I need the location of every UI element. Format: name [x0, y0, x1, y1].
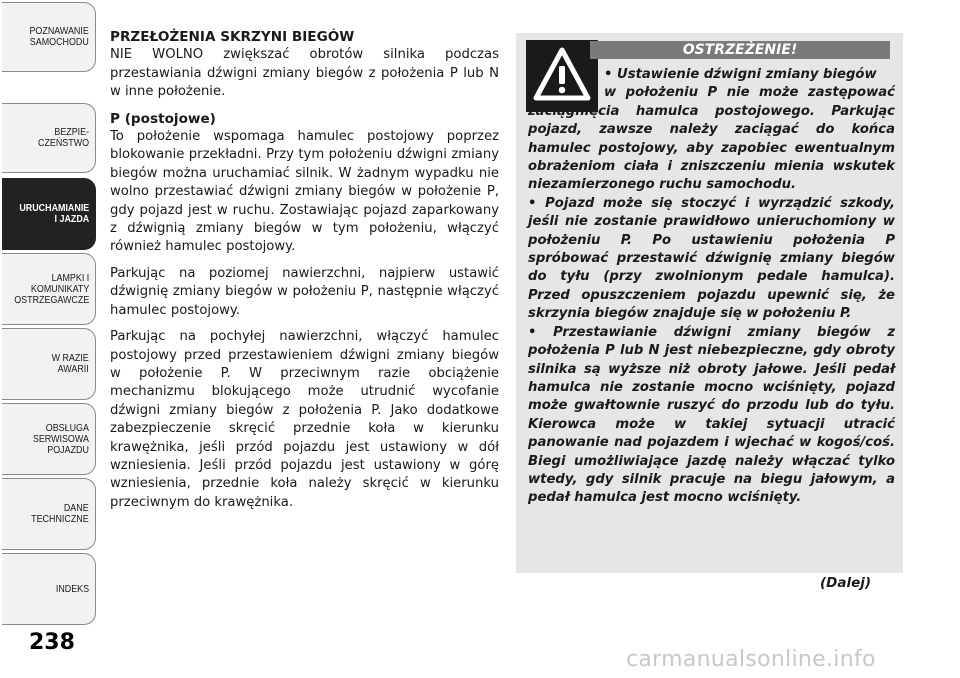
page-number: 238 — [29, 630, 75, 655]
intro-paragraph: NIE WOLNO zwiększać obrotów silnika podczas przestawiania dźwigni zmiany biegów z położenia P lub N w inne położenie. — [110, 47, 499, 100]
tab-bezpieczenstwo[interactable] — [2, 103, 96, 173]
park-paragraph: To położenie wspomaga hamulec postojowy poprzez blokowanie przekładni. Przy tym położeniu dźwigni zmiany biegów można uruchamiać silnik. W żadnym wypadku nie wolno przestawiać dźwigni zmiany biegów w położenie P, gdy pojazd jest w ruchu. Zostawiając pojazd zaparkowany z dźwignią zmiany biegów w tym położeniu, włączyć również hamulec postojowy. — [110, 129, 499, 255]
tab-lampki-komunikaty[interactable] — [2, 253, 96, 325]
tab-label: URUCHAMIANIE I JAZDA — [19, 202, 89, 225]
continued-label: (Dalej) — [820, 575, 872, 591]
watermark: carmanualsonline.info — [626, 647, 876, 672]
warning-bullet-1-text: w położeniu P nie może zastępować zaciągnięcia hamulca postojowego. Parkując pojazd, zawsze należy zaciągać do końca hamulec postojowy, aby zapobiec ewentualnym obrażeniom ciała i zniszczeniu mienia wskutek niezamierzonego ruchu samochodu. — [528, 85, 895, 193]
tab-label: LAMPKI I KOMUNIKATY OSTRZEGAWCZE — [13, 271, 89, 306]
warning-bullet-1-start: • Ustawienie dźwigni zmiany biegów — [604, 67, 877, 82]
tab-label: OBSŁUGA SERWISOWA POJAZDU — [32, 421, 89, 456]
section-heading: PRZEŁOŻENIA SKRZYNI BIEGÓW — [110, 29, 355, 45]
warning-bullet-2: • Pojazd może się stoczyć i wyrządzić szkody, jeśli nie zostanie prawidłowo unieruchomiony w położeniu P. Po ustawieniu położenia P spróbować przestawić dźwignię zmiany biegów do tyłu (przy zwolnionym pedale hamulca). Przed opuszczeniem pojazdu upewnić się, że skrzynia biegów znajduje się w położeniu P. — [528, 195, 895, 322]
tab-uruchamianie-i-jazda[interactable] — [2, 178, 96, 250]
main-text-column — [110, 28, 499, 520]
tab-poznawanie-samochodu[interactable] — [2, 2, 96, 72]
warning-bullet-1 — [528, 84, 895, 194]
side-navigation — [0, 0, 100, 640]
park-heading: P (postojowe) — [110, 110, 216, 127]
tab-w-razie-awarii[interactable] — [2, 328, 96, 400]
warning-box — [516, 33, 903, 573]
level-surface-paragraph: Parkując na poziomej nawierzchni, najpierw ustawić dźwignię zmiany biegów w położeniu P, następnie włączyć hamulec postojowy. — [110, 265, 499, 318]
slope-paragraph: Parkując na pochyłej nawierzchni, włączyć hamulec postojowy przed przestawieniem dźwigni zmiany biegów w położenie P. W przeciwnym razie obciążenie mechanizmu blokującego może utrudnić wycofanie dźwigni zmiany biegów z położenia P. Jako dodatkowe zabezpieczenie skręcić przednie koła w kierunku krawężnika, jeśli przód pojazdu jest ustawiony w dół wzniesienia. Jeśli przód pojazdu jest ustawiony w górę wzniesienia, przednie koła należy skręcić w kierunku przeciwnym do krawężnika. — [110, 329, 499, 510]
tab-indeks[interactable] — [2, 553, 96, 625]
tab-label: POZNAWANIE SAMOCHODU — [29, 25, 89, 48]
warning-bullet-3: • Przestawianie dźwigni zmiany biegów z położenia P lub N jest niebezpieczne, gdy obroty silnika są wyższe niż obroty jałowe. Jeśli pedał hamulca nie zostanie mocno wciśnięty, pojazd może gwałtownie ruszyć do przodu lub do tyłu. Kierowca może w takiej sytuacji utracić panowanie nad pojazdem i wjechać w kogoś/coś. Biegi umożliwiające jazdę należy włączać tylko wtedy, gdy silnik pracuje na biegu jałowym, a pedał hamulca jest mocno wciśnięty. — [528, 324, 895, 506]
warning-body — [528, 66, 895, 508]
tab-label: BEZPIE- CZEŃSTWO — [37, 126, 89, 149]
warning-title: OSTRZEŻENIE! — [590, 41, 890, 59]
tab-dane-techniczne[interactable] — [2, 478, 96, 550]
tab-label: W RAZIE AWARII — [51, 352, 89, 375]
tab-label: DANE TECHNICZNE — [31, 502, 89, 525]
tab-label: INDEKS — [55, 582, 89, 595]
tab-obsluga-serwisowa[interactable] — [2, 403, 96, 475]
